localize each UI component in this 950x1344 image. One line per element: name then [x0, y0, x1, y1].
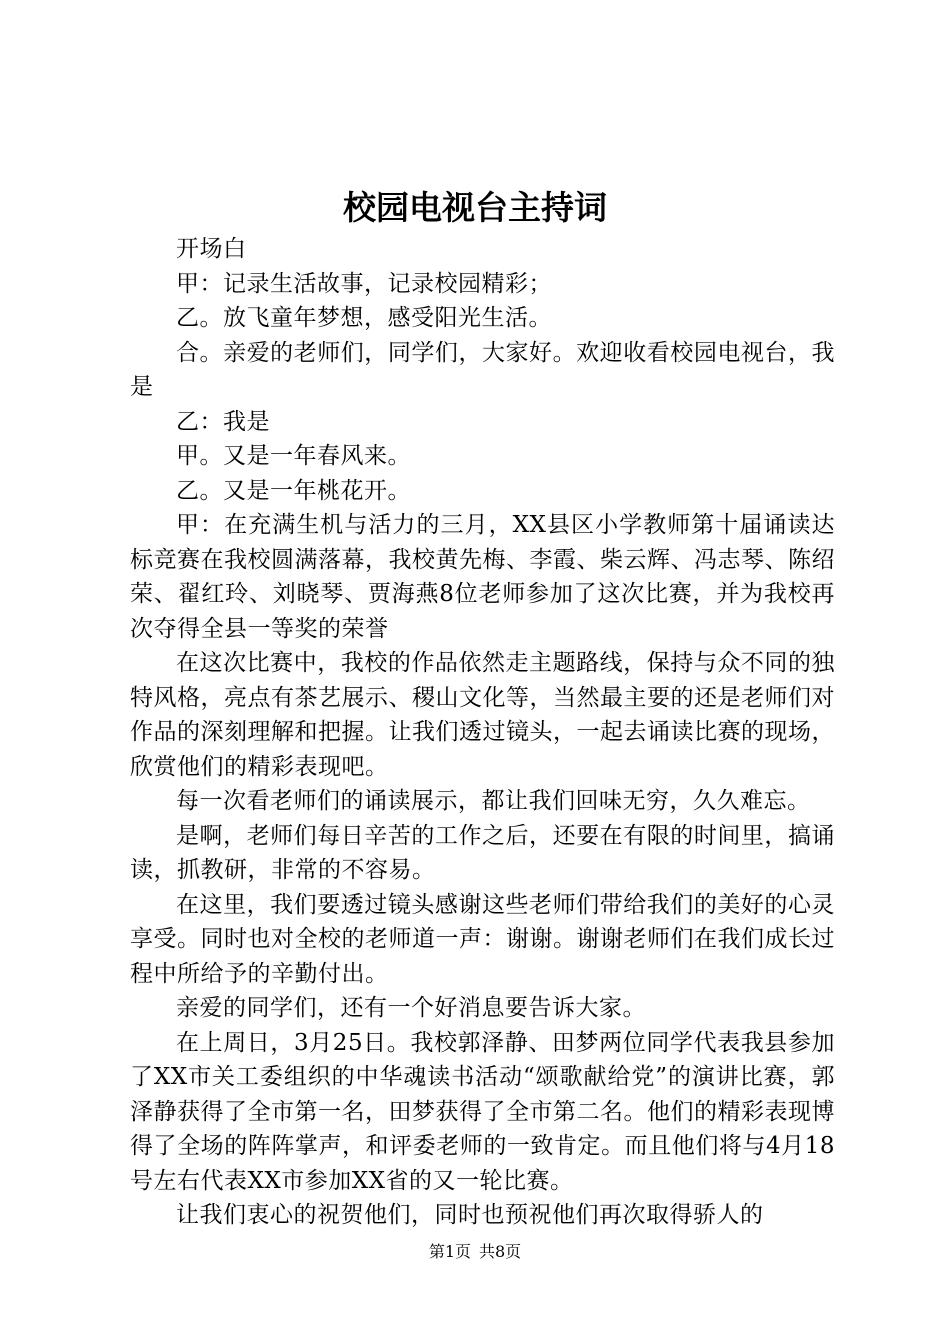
paragraph-line: 合。亲爱的老师们，同学们，大家好。欢迎收看校园电视台，我是 [130, 339, 835, 400]
document-title: 校园电视台主持词 [343, 188, 607, 227]
paragraph-line: 甲。又是一年春风来。 [176, 443, 411, 469]
paragraph-line: 甲：记录生活故事，记录校园精彩； [176, 270, 552, 297]
paragraph-line: 是啊，老师们每日辛苦的工作之后，还要在有限的时间里，搞诵读，抓教研，非常的不容易。 [130, 822, 835, 883]
paragraph-line: 甲：在充满生机与活力的三月，XX县区小学教师第十届诵读达标竞赛在我校圆满落幕，我校黄先梅、李霞、柴云辉、冯志琴、陈绍荣、翟红玲、刘晓琴、贾海燕8位老师参加了这次比赛，并为我校再次夺得全县一等奖的荣誉 [130, 512, 835, 642]
paragraph-line: 乙。又是一年桃花开。 [176, 477, 411, 504]
paragraph-line: 乙。放飞童年梦想，感受阳光生活。 [176, 305, 552, 331]
paragraph-line: 乙：我是 [176, 408, 270, 435]
paragraph-line: 在上周日，3月25日。我校郭泽静、田梦两位同学代表我县参加了XX市关工委组织的中华魂读书活动“颂歌献给党”的演讲比赛，郭泽静获得了全市第一名，田梦获得了全市第二名。他们的精彩表现博得了全场的阵阵掌声，和评委老师的一致肯定。而且他们将与4月18号左右代表XX市参加XX省的又一轮比赛。 [130, 1029, 835, 1194]
paragraph-line: 在这里，我们要透过镜头感谢这些老师们带给我们的美好的心灵享受。同时也对全校的老师道一声：谢谢。谢谢老师们在我们成长过程中所给予的辛勤付出。 [130, 891, 835, 987]
document-body [130, 232, 835, 1233]
paragraph-line: 每一次看老师们的诵读展示，都让我们回味无穷，久久难忘。 [176, 788, 811, 814]
paragraph-line: 亲爱的同学们，还有一个好消息要告诉大家。 [176, 995, 646, 1021]
paragraph-opening: 开场白 [176, 236, 247, 262]
page-number: 第1页 [428, 1242, 471, 1261]
page-footer [0, 1240, 950, 1264]
paragraph-line: 在这次比赛中，我校的作品依然走主题路线，保持与众不同的独特风格，亮点有茶艺展示、稷山文化等，当然最主要的还是老师们对作品的深刻理解和把握。让我们透过镜头，一起去诵读比赛的现场，欣赏他们的精彩表现吧。 [130, 650, 835, 780]
page-total: 共8页 [479, 1242, 522, 1261]
paragraph-line: 让我们衷心的祝贺他们，同时也预祝他们再次取得骄人的 [176, 1202, 764, 1228]
